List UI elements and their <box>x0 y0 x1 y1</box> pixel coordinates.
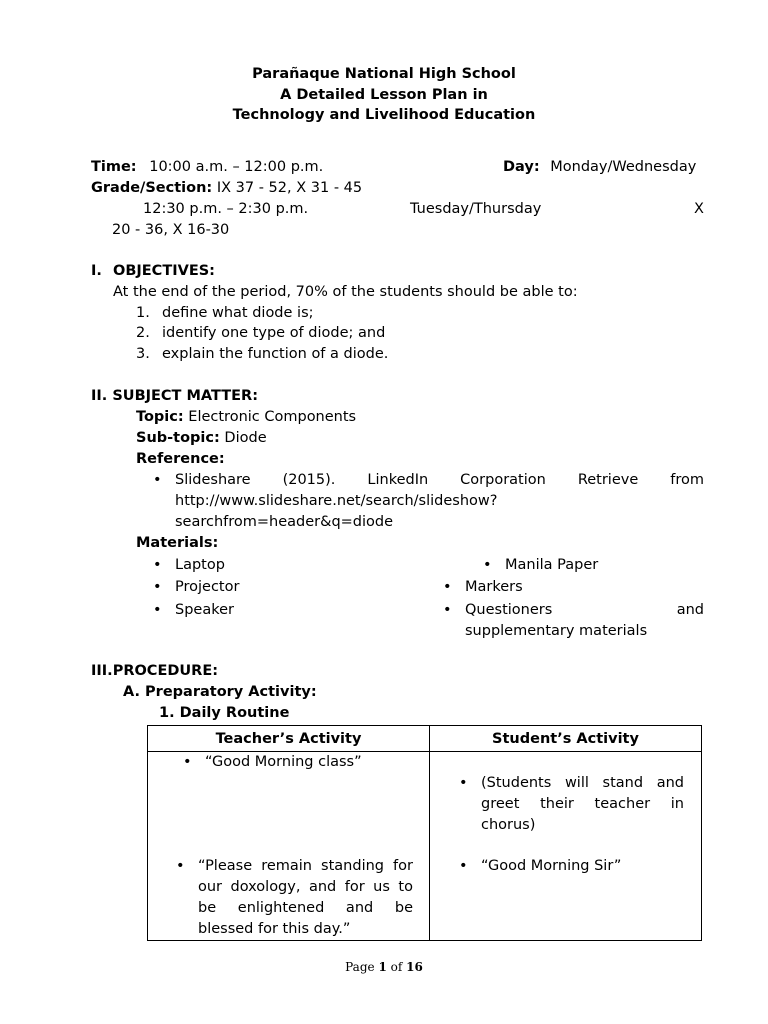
student-activity-item: • (Students will stand and greet their teacher in chorus) <box>481 773 684 836</box>
subject-matter-heading: II. SUBJECT MATTER: <box>91 388 259 404</box>
page-word: Page <box>345 960 375 974</box>
material-item: • Laptop <box>175 555 225 576</box>
time-label: Time: <box>91 159 137 175</box>
preparatory-activity-heading: A. Preparatory Activity: <box>123 684 317 700</box>
objective-number: 2. <box>136 325 150 341</box>
of-word: of <box>390 960 403 974</box>
student-activity-cell <box>430 752 702 941</box>
student-activity-item: • “Good Morning Sir” <box>481 856 621 877</box>
teacher-activity-item: • “Good Morning class” <box>205 752 362 773</box>
topic-row <box>136 407 356 428</box>
day-row <box>503 157 696 178</box>
reference-line-3: searchfrom=header&q=diode <box>175 514 394 530</box>
reference-line-1: • Slideshare (2015). LinkedIn Corporation Retrieve from <box>175 470 704 491</box>
page-total: 16 <box>406 960 423 974</box>
grade-row <box>91 178 362 199</box>
table-row <box>148 752 702 941</box>
time-2: 12:30 p.m. – 2:30 p.m. <box>143 201 309 217</box>
objectives-heading-number: I. <box>91 263 102 279</box>
table-header-row <box>148 726 702 752</box>
topic-label: Topic: <box>136 409 184 425</box>
material-item: • Projector <box>175 577 239 598</box>
objective-text: define what diode is; <box>162 305 314 321</box>
subtopic-row <box>136 428 267 449</box>
objective-text: identify one type of diode; and <box>162 325 386 341</box>
objective-number: 1. <box>136 305 150 321</box>
day-label: Day: <box>503 159 540 175</box>
teacher-activity-header: Teacher’s Activity <box>148 726 430 752</box>
material-item: • Speaker <box>175 600 234 621</box>
objectives-heading: OBJECTIVES: <box>113 263 215 279</box>
document-subtitle: A Detailed Lesson Plan in <box>280 87 488 103</box>
section-2-part-a: X <box>694 201 704 217</box>
subject-title: Technology and Livelihood Education <box>232 107 536 123</box>
teacher-activity-item: • “Please remain standing for our doxology, and for us to be enlightened and be blessed for this day.” <box>198 856 413 940</box>
subtopic-label: Sub-topic: <box>136 430 220 446</box>
topic-value: Electronic Components <box>188 409 357 425</box>
material-item: • Questioners and <box>465 600 704 621</box>
student-activity-header: Student’s Activity <box>430 726 702 752</box>
daily-routine-table <box>147 725 702 941</box>
reference-label: Reference: <box>136 451 225 467</box>
objective-number: 3. <box>136 346 150 362</box>
objective-text: explain the function of a diode. <box>162 346 389 362</box>
daily-routine-heading: 1. Daily Routine <box>159 705 290 721</box>
school-name: Parañaque National High School <box>252 66 516 82</box>
section-2-part-b: 20 - 36, X 16-30 <box>112 222 230 238</box>
teacher-activity-cell <box>148 752 430 941</box>
subtopic-value: Diode <box>224 430 267 446</box>
objectives-intro: At the end of the period, 70% of the students should be able to: <box>113 284 578 300</box>
reference-line-2: http://www.slideshare.net/search/slideshow? <box>175 493 498 509</box>
day-value: Monday/Wednesday <box>550 159 697 175</box>
time-value: 10:00 a.m. – 12:00 p.m. <box>149 159 324 175</box>
materials-label: Materials: <box>136 535 219 551</box>
material-item: • Manila Paper <box>505 555 598 576</box>
grade-value: IX 37 - 52, X 31 - 45 <box>216 180 363 196</box>
grade-label: Grade/Section: <box>91 180 213 196</box>
material-item-continued: supplementary materials <box>465 623 648 639</box>
page-number: 1 <box>378 960 387 974</box>
day-2: Tuesday/Thursday <box>410 201 542 217</box>
material-item: • Markers <box>465 577 523 598</box>
procedure-heading: III.PROCEDURE: <box>91 663 219 679</box>
page-footer <box>0 960 768 974</box>
time-row <box>91 157 323 178</box>
